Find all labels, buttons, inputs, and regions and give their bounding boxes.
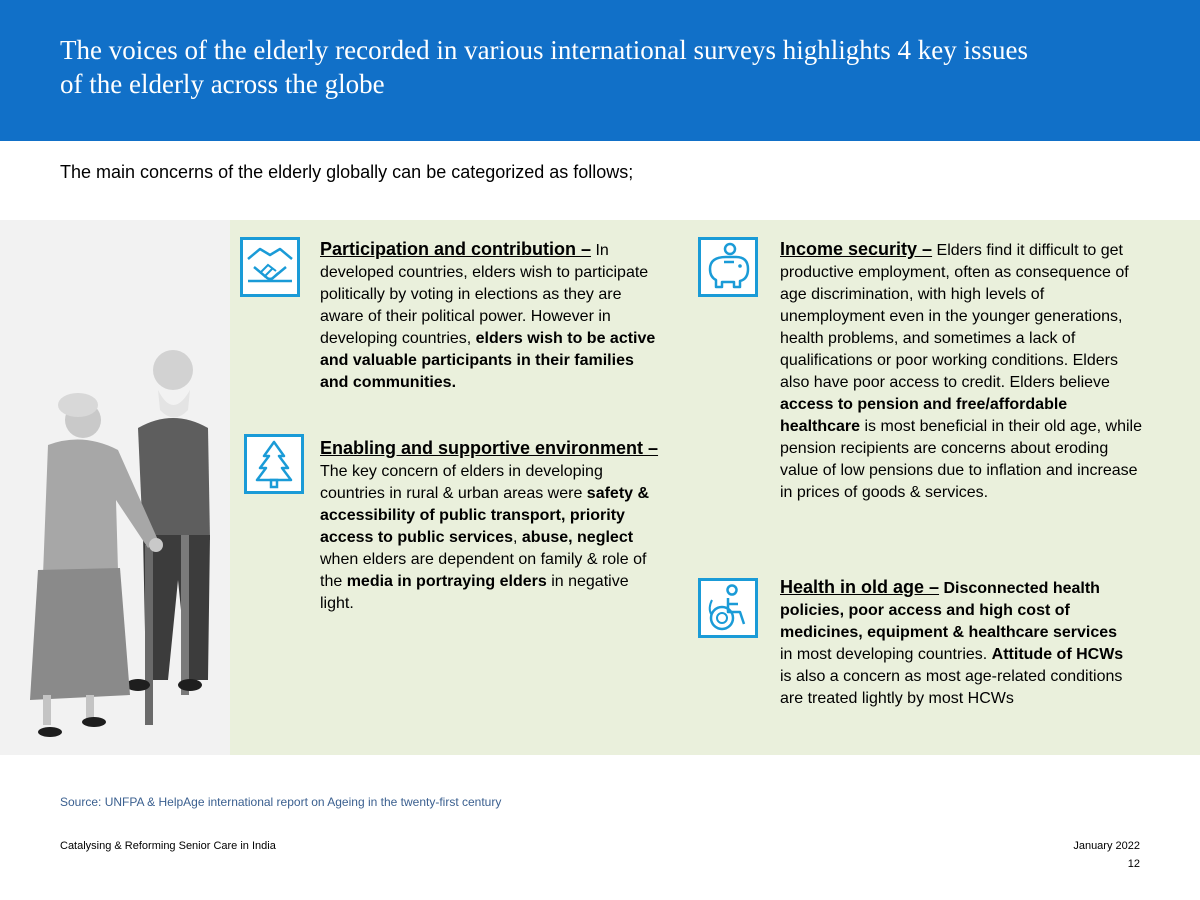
participation-text-1: In developed countries, elders wish to participate politically by voting in elections as they are aware of their political power. However in developing countries, bbox=[320, 242, 649, 347]
income-text-2: is most beneficial in their old age, while pension recipients are concerns about eroding value of low pensions due to inflation and increase in prices of goods & services. bbox=[780, 418, 1142, 501]
environment-text-3: when elders are dependent on family & role of the bbox=[320, 551, 647, 590]
environment-text-4: in negative light. bbox=[320, 573, 629, 612]
title-line-2: of the elderly across the globe bbox=[60, 69, 385, 99]
participation-section bbox=[320, 238, 665, 394]
income-title: Income security – bbox=[780, 239, 933, 259]
income-section bbox=[780, 238, 1145, 504]
wheelchair-icon bbox=[698, 578, 758, 638]
participation-bold-1: elders wish to be active and valuable participants in their families and communities. bbox=[320, 330, 656, 391]
intro-text: The main concerns of the elderly globally can be categorized as follows; bbox=[60, 162, 634, 182]
income-text-1: Elders find it difficult to get productive employment, often as consequence of age discrimination, with high levels of unemployment even in the younger generations, health problems, and sometimes a lack of qualifications or poor working conditions. Elders also have poor access to credit. Elders believe bbox=[780, 242, 1129, 391]
income-bold-1: access to pension and free/affordable healthcare bbox=[780, 396, 1068, 435]
source-note: Source: UNFPA & HelpAge international report on Ageing in the twenty-first century bbox=[60, 795, 502, 809]
environment-bold-1: safety & accessibility of public transport, priority access to public services bbox=[320, 485, 650, 546]
environment-text-2: , bbox=[513, 529, 522, 546]
footer-report-title: Catalysing & Reforming Senior Care in India bbox=[60, 840, 276, 852]
page-number: 12 bbox=[1127, 858, 1140, 870]
health-section bbox=[780, 576, 1125, 710]
health-text-1: in most developing countries. bbox=[780, 646, 992, 663]
environment-title: Enabling and supportive environment – bbox=[320, 438, 659, 458]
tree-icon bbox=[244, 434, 304, 494]
header-banner bbox=[0, 0, 1200, 141]
health-text-2: is also a concern as most age-related conditions are treated lightly by most HCWs bbox=[780, 668, 1123, 707]
environment-section bbox=[320, 437, 665, 615]
elderly-couple-illustration bbox=[18, 350, 228, 750]
title-line-1: The voices of the elderly recorded in various international surveys highlights 4 key issues bbox=[60, 35, 1029, 65]
environment-bold-3: media in portraying elders bbox=[346, 573, 547, 590]
piggy-bank-icon bbox=[698, 237, 758, 297]
environment-text-1: The key concern of elders in developing countries in rural & urban areas were bbox=[320, 463, 603, 502]
health-bold-1: Disconnected health policies, poor access and high cost of medicines, equipment & healthcare services bbox=[780, 580, 1118, 641]
health-title: Health in old age – bbox=[780, 577, 940, 597]
page-title bbox=[60, 33, 1160, 101]
handshake-icon bbox=[240, 237, 300, 297]
health-bold-2: Attitude of HCWs bbox=[991, 646, 1124, 663]
footer-date: January 2022 bbox=[1073, 840, 1140, 852]
participation-title: Participation and contribution – bbox=[320, 239, 592, 259]
environment-bold-2: abuse, neglect bbox=[521, 529, 634, 546]
